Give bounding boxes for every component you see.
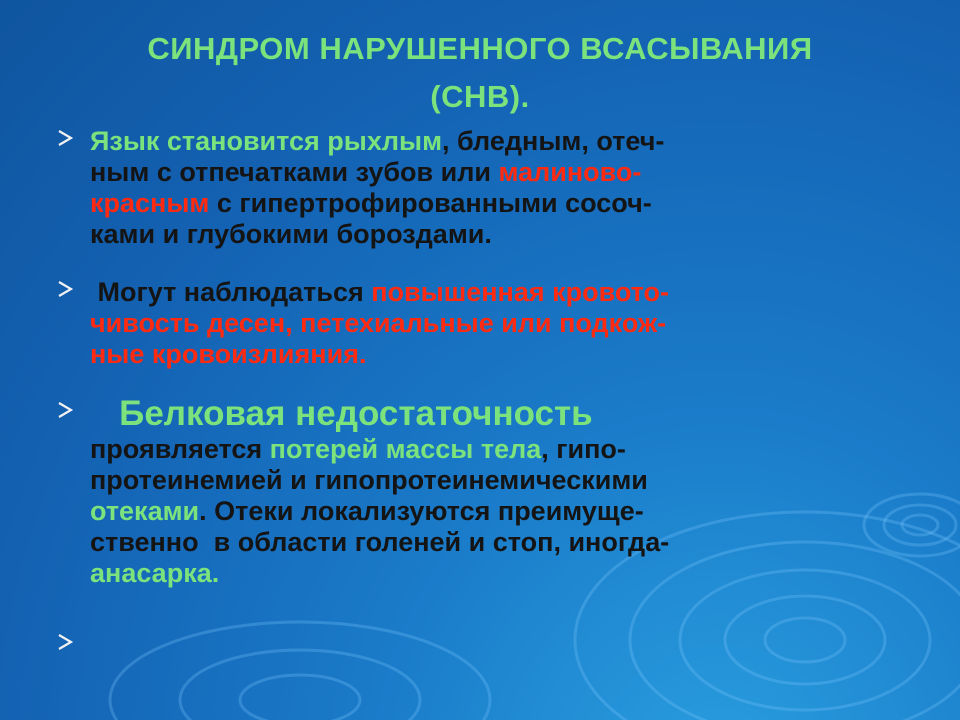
text-segment: малиново- — [498, 157, 642, 187]
bullet-text-3 — [90, 394, 900, 589]
text-segment: , гипо- — [541, 434, 626, 464]
bullet-line — [90, 126, 900, 157]
text-segment: потерей массы тела — [269, 434, 542, 464]
text-segment: Белковая недостаточность — [90, 394, 593, 433]
text-segment: ками и глубокими бороздами. — [90, 219, 492, 249]
text-segment: протеинемией и гипопротеинемическими — [90, 465, 648, 495]
bullet-text-2 — [90, 277, 900, 370]
text-segment: отеками — [90, 496, 200, 526]
text-segment: Язык становится рыхлым — [90, 126, 443, 156]
bullet-line — [90, 496, 900, 527]
text-segment: анасарка. — [90, 558, 220, 588]
bullet-line — [90, 434, 900, 465]
text-segment: ные кровоизлияния. — [90, 339, 367, 369]
text-segment: . Отеки локализуются преимуще- — [199, 496, 644, 526]
bullet-line — [90, 219, 900, 250]
text-segment: ным с отпечатками зубов или — [90, 157, 499, 187]
bullet-line — [90, 394, 900, 434]
text-segment: Могут наблюдаться — [90, 277, 372, 307]
bullet-line — [90, 527, 900, 558]
bullet-line — [90, 277, 900, 308]
bullet-line — [90, 308, 900, 339]
slide-title-line-1: СИНДРОМ НАРУШЕННОГО ВСАСЫВАНИЯ — [147, 31, 813, 66]
text-segment: с гипертрофированными сосоч- — [209, 188, 652, 218]
chevron-right-icon — [56, 632, 76, 652]
bullet-line — [90, 157, 900, 188]
bullet-line — [90, 339, 900, 370]
text-segment: ственно в области голеней и стоп, иногда- — [90, 527, 670, 557]
chevron-right-icon — [56, 279, 76, 299]
bullet-line — [90, 465, 900, 496]
text-segment: повышенная кровото- — [371, 277, 670, 307]
bullet-line — [90, 188, 900, 219]
text-segment: проявляется — [90, 434, 270, 464]
text-segment: чивость десен, петехиальные или подкож- — [90, 308, 667, 338]
chevron-right-icon — [56, 128, 76, 148]
slide-title-line-2: (СНВ). — [430, 79, 530, 114]
bullet-text-1 — [90, 126, 900, 250]
bullet-line — [90, 558, 900, 589]
chevron-right-icon — [56, 400, 76, 420]
text-segment: , бледным, отеч- — [442, 126, 665, 156]
text-segment: красным — [90, 188, 210, 218]
